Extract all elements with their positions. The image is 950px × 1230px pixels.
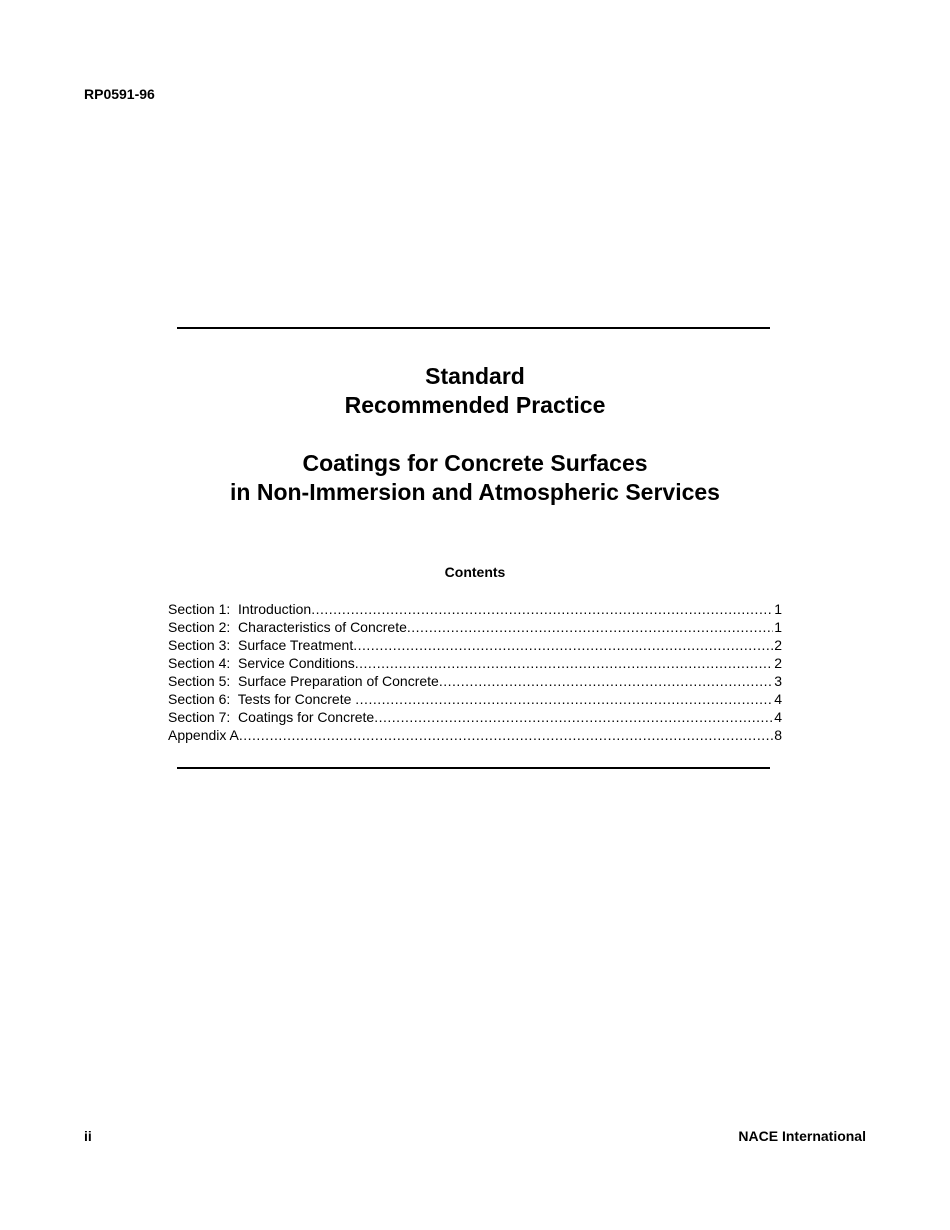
footer-organization: NACE International <box>738 1128 866 1144</box>
toc-entry-label: Section 2: Characteristics of Concrete <box>168 619 407 635</box>
title-line-recommended-practice: Recommended Practice <box>344 392 606 418</box>
toc-entry-page: 4 <box>774 691 782 707</box>
toc-entry-page: 1 <box>774 619 782 635</box>
toc-entry-section-6[interactable] <box>168 690 782 708</box>
toc-entry-label: Section 7: Coatings for Concrete <box>168 709 375 725</box>
toc-dot-leader <box>407 618 773 636</box>
toc-dot-leader <box>353 636 773 654</box>
document-type-heading <box>0 362 950 420</box>
toc-entry-label: Section 1: Introduction <box>168 601 312 617</box>
toc-entry-section-2[interactable] <box>168 618 782 636</box>
table-of-contents <box>168 600 782 744</box>
toc-entry-label: Appendix A <box>168 727 239 743</box>
toc-entry-section-7[interactable] <box>168 708 782 726</box>
title-line-coatings: Coatings for Concrete Surfaces <box>302 450 648 476</box>
toc-dot-leader <box>355 654 773 672</box>
toc-entry-page: 2 <box>774 637 782 653</box>
toc-entry-page: 3 <box>774 673 782 689</box>
toc-entry-label: Section 3: Surface Treatment <box>168 637 354 653</box>
toc-entry-appendix-a[interactable] <box>168 726 782 744</box>
title-line-services: in Non-Immersion and Atmospheric Services <box>230 479 720 505</box>
toc-entry-label: Section 5: Surface Preparation of Concrete <box>168 673 439 689</box>
toc-dot-leader <box>239 726 773 744</box>
toc-entry-section-1[interactable] <box>168 600 782 618</box>
toc-entry-page: 2 <box>774 655 782 671</box>
toc-entry-page: 1 <box>774 601 782 617</box>
toc-entry-label: Section 4: Service Conditions <box>168 655 355 671</box>
title-line-standard: Standard <box>425 363 525 389</box>
toc-dot-leader <box>439 672 773 690</box>
toc-dot-leader <box>355 690 773 708</box>
contents-heading: Contents <box>444 564 506 580</box>
bottom-divider-rule <box>177 767 770 769</box>
toc-entry-page: 4 <box>774 709 782 725</box>
document-id: RP0591-96 <box>84 86 155 102</box>
footer-page-number: ii <box>84 1128 92 1144</box>
toc-entry-section-4[interactable] <box>168 654 782 672</box>
toc-dot-leader <box>374 708 773 726</box>
toc-entry-page: 8 <box>774 727 782 743</box>
toc-entry-section-5[interactable] <box>168 672 782 690</box>
toc-entry-section-3[interactable] <box>168 636 782 654</box>
top-divider-rule <box>177 327 770 329</box>
toc-entry-label: Section 6: Tests for Concrete <box>168 691 356 707</box>
toc-dot-leader <box>311 600 773 618</box>
document-title <box>0 449 950 507</box>
